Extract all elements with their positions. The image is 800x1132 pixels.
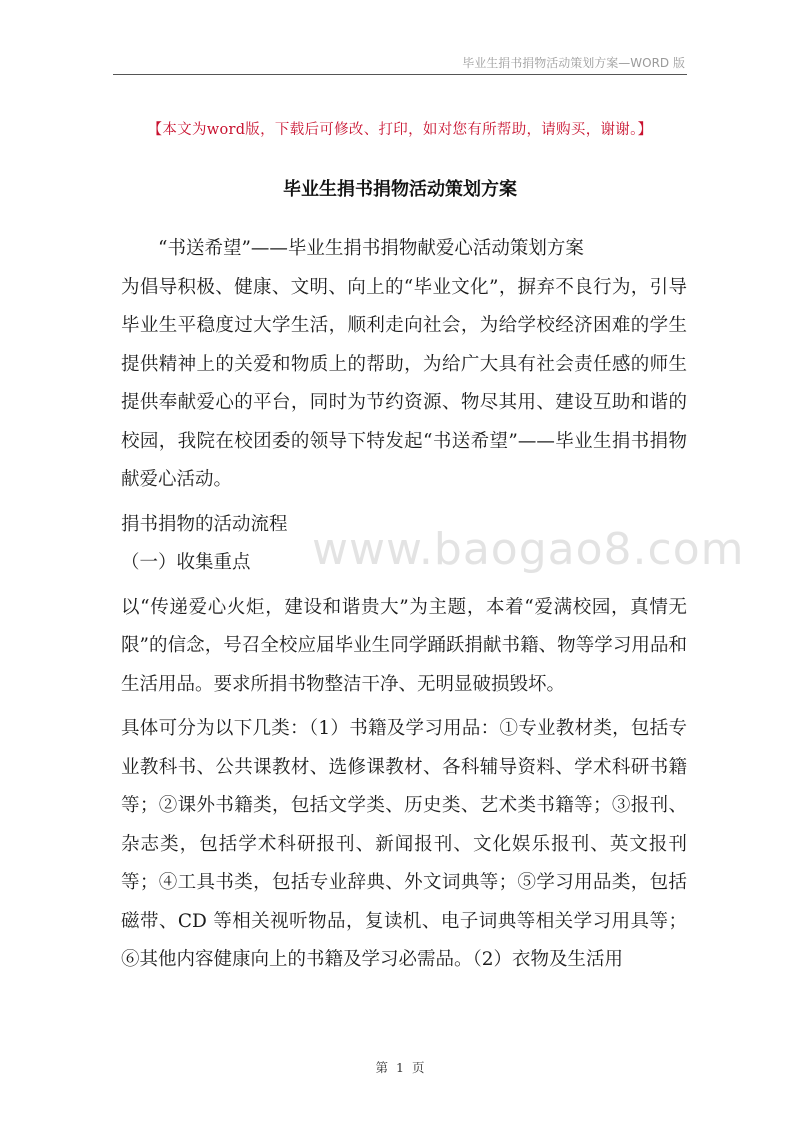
categories-paragraph: 具体可分为以下几类：（1）书籍及学习用品：①专业教材类，包括专业教科书、公共课教材、选修课教材、各科辅导资料、学术科研书籍等；②课外书籍类，包括文学类、历史类、艺术类书籍等；③报刊、杂志类，包括学术科研报刊、新闻报刊、文化娱乐报刊、英文报刊等；④工具书类，包括专业辞典、外文词典等；⑤学习用品类，包括磁带、CD 等相关视听物品，复读机、电子词典等相关学习用具等；⑥其他内容健康向上的书籍及学习必需品。（2）衣物及生活用 bbox=[121, 718, 687, 970]
page-number: 第 1 页 bbox=[375, 1060, 425, 1075]
header-divider bbox=[113, 74, 687, 75]
collection-paragraph: 以“传递爱心火炬，建设和谐贵大”为主题，本着“爱满校园，真情无限”的信念，号召全校应届毕业生同学踊跃捐献书籍、物等学习用品和生活用品。要求所捐书物整洁干净、无明显破损毁坏。 bbox=[121, 596, 687, 695]
document-body bbox=[121, 230, 687, 980]
running-header: 毕业生捐书捐物活动策划方案—WORD 版 bbox=[462, 56, 685, 70]
purchase-notice: 【本文为word版，下载后可修改、打印，如对您有所帮助，请购买，谢谢。】 bbox=[147, 122, 653, 138]
site-watermark: www.baogao8.com bbox=[312, 524, 745, 575]
subtitle-paragraph: “书送希望”——毕业生捐书捐物献爱心活动策划方案 bbox=[158, 238, 584, 259]
section-heading-collection: （一）收集重点 bbox=[121, 552, 251, 573]
section-heading-process: 捐书捐物的活动流程 bbox=[121, 513, 288, 535]
intro-paragraph: 为倡导积极、健康、文明、向上的“毕业文化”，摒弃不良行为，引导毕业生平稳度过大学生活，顺利走向社会，为给学校经济困难的学生提供精神上的关爱和物质上的帮助，为给广大具有社会责任感的师生提供奉献爱心的平台，同时为节约资源、物尽其用、建设互助和谐的校园，我院在校团委的领导下特发起“书送希望”——毕业生捐书捐物献爱心活动。 bbox=[121, 276, 687, 490]
document-title: 毕业生捐书捐物活动策划方案 bbox=[283, 179, 517, 200]
